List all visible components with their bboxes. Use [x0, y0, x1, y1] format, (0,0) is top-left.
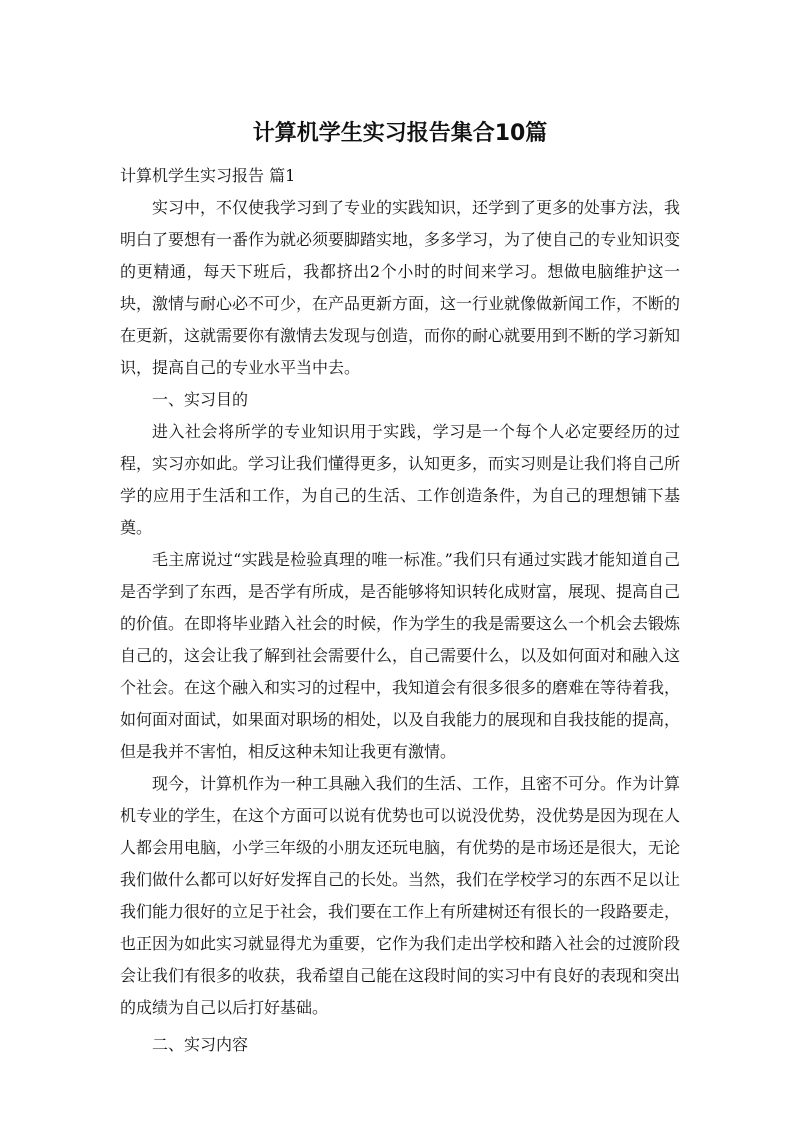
paragraph-computer-major: 现今，计算机作为一种工具融入我们的生活、工作，且密不可分。作为计算机专业的学生，在这个方面可以说有优势也可以说没优势，没优势是因为现在人人都会用电脑，小学三年级的小朋友还玩电脑，有优势的是市场还是很大，无论我们做什么都可以好好发挥自己的长处。当然，我们在学校学习的东西不足以让我们能力很好的立足于社会，我们要在工作上有所建树还有很长的一段路要走，也正因为如此实习就显得尤为重要，它作为我们走出学校和踏入社会的过渡阶段会让我们有很多的收获，我希望自己能在这段时间的实习中有良好的表现和突出的成绩为自己以后打好基础。: [120, 774, 681, 1017]
document-title: 计算机学生实习报告集合10篇: [252, 121, 548, 146]
paragraph-intro: 实习中，不仅使我学习到了专业的实践知识，还学到了更多的处事方法，我明白了要想有一番作为就必须要脚踏实地，多多学习，为了使自己的专业知识变的更精通，每天下班后，我都挤出2个小时的时间来学习。想做电脑维护这一块，激情与耐心必不可少，在产品更新方面，这一行业就像做新闻工作，不断的在更新，这就需要你有激情去发现与创造，而你的耐心就要用到不断的学习新知识，提高自己的专业水平当中去。: [120, 198, 681, 377]
paragraph-purpose: 进入社会将所学的专业知识用于实践，学习是一个每个人必定要经历的过程，实习亦如此。学习让我们懂得更多，认知更多，而实习则是让我们将自己所学的应用于生活和工作，为自己的生活、工作创造条件，为自己的理想铺下基奠。: [120, 422, 681, 537]
heading-internship-content: 二、实习内容: [152, 1035, 249, 1054]
paragraph-practice-quote: 毛主席说过“实践是检验真理的唯一标准。”我们只有通过实践才能知道自己是否学到了东西，是否学有所成，是否能够将知识转化成财富，展现、提高自己的价值。在即将毕业踏入社会的时候，作为学生的我是需要这么一个机会去锻炼自己的，这会让我了解到社会需要什么，自己需要什么，以及如何面对和融入这个社会。在这个融入和实习的过程中，我知道会有很多很多的磨难在等待着我，如何面对面试，如果面对职场的相处，以及自我能力的展现和自我技能的提高，但是我并不害怕，相反这种未知让我更有激情。: [120, 550, 681, 761]
report-subtitle: 计算机学生实习报告 篇1: [120, 166, 296, 185]
document-body: [120, 160, 680, 1061]
heading-internship-purpose: 一、实习目的: [152, 390, 249, 409]
